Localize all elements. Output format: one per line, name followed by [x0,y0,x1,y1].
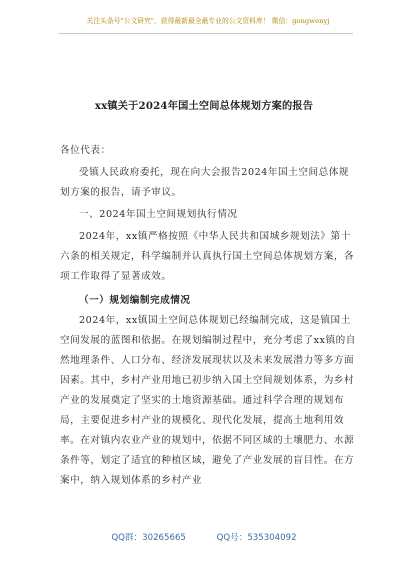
section-heading-1: 一、2024年国土空间规划执行情况 [79,209,238,220]
qq-number-text: QQ号：535304092 [216,533,297,543]
qq-group-text: QQ群：30265665 [111,533,186,543]
planning-paragraph: 2024年，xx镇国土空间总体规划已经编制完成，这是镇国土空间发展的蓝图和依据。在规划编制过程中，充分考虑了xx镇的自然地理条件、人口分布、经济发展现状以及未来发展潜力等多方面因素。其中，乡村产业用地已初步纳入国土空间规划体系，为乡村产业的发展奠定了坚实的土地资源基础。通过科学合理的规划布局，主要促进乡村产业的规模化、现代化发展，提高土地利用效率。在对镇内农业产业的规划中，依据不同区域的土壤肥力、水源条件等，划定了适宜的种植区域，避免了产业发展的盲目性。在方案中，纳入规划体系的乡村产业 [60,315,356,486]
greeting-line: 各位代表： [60,145,111,156]
execution-paragraph: 2024年，xx镇严格按照《中华人民共和国城乡规划法》第十六条的相关规定，科学编制并认真执行国土空间总体规划方案，各项工作取得了显著成效。 [60,231,355,282]
intro-paragraph: 受镇人民政府委托，现在向大会报告2024年国土空间总体规划方案的报告，请予审议。 [60,167,350,198]
subsection-heading: （一）规划编制完成情况 [79,295,191,306]
header-divider [58,33,353,34]
promo-banner: 关注头条号"公文研究"，获得最新最全最专业的公文资料库！ 微信：gongwenyj [86,17,330,25]
footer-contacts [0,531,408,543]
document-title: xx镇关于2024年国土空间总体规划方案的报告 [94,100,314,112]
